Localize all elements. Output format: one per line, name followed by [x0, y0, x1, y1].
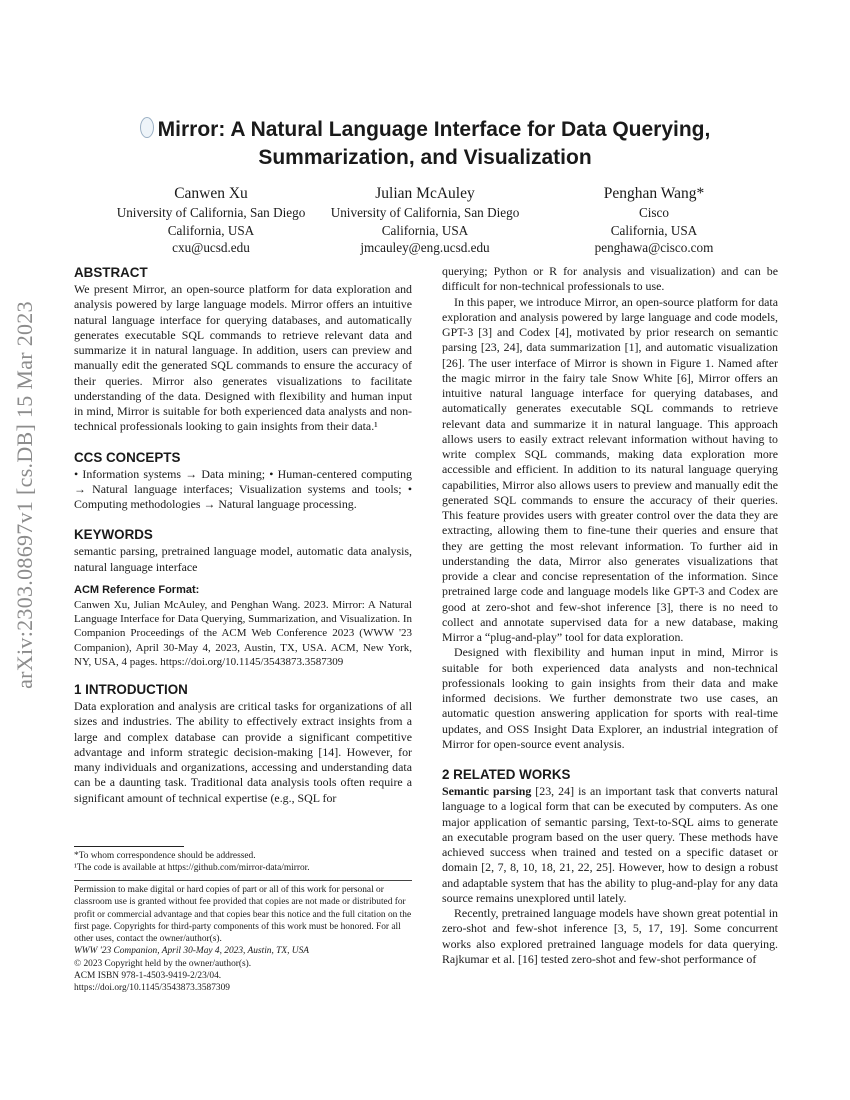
- left-column: [74, 264, 412, 806]
- permission-text: Permission to make digital or hard copies of part or all of this work for personal or classroom use is granted without fee provided that copies are not made or distributed for profit or commercial advantage and that copies bear this notice and the full citation on the first page. Copyrights for third-party components of this work must be honored. For all other uses, contact the owner/author(s).: [74, 885, 412, 945]
- abstract-heading: ABSTRACT: [74, 265, 148, 280]
- author-name: Julian McAuley: [375, 185, 475, 202]
- permission-block: [74, 880, 412, 995]
- title-line-2: Summarization, and Visualization: [258, 146, 592, 169]
- author-affiliation: University of California, San Diego: [330, 205, 520, 220]
- related-paragraph-1-text: [23, 24] is an important task that converts natural language to a logical form that can be executed by computers. As one major application of semantic parsing, Text-to-SQL aims to generate an executable program based on the user query. These methods have achieved success when trained and tested on a specific dataset or domain [2, 7, 8, 10, 18, 21, 22, 25]. However, how to design a robust and adaptable system that has the ability to plug-and-play for any data source remains unexplored until lately.: [442, 784, 778, 905]
- doi-text: https://doi.org/10.1145/3543873.3587309: [74, 983, 230, 994]
- abstract-text: We present Mirror, an open-source platform for data exploration and analysis powered by large language models. Mirror offers an intuitive natural language interface for querying databases, and automatically generates executable SQL commands to retrieve relevant data and summarize it in natural language. In addition, users can preview and manually edit the generated SQL commands to ensure the accuracy of their queries. Mirror also generates visualizations to facilitate understanding of the data. Designed with flexibility and human input in mind, Mirror is suitable for both experienced data analysts and non-technical professionals looking to gain insights from their data.¹: [74, 282, 412, 434]
- title-line-1: Mirror: A Natural Language Interface for Data Querying,: [157, 118, 711, 141]
- author-affiliation: Cisco: [638, 205, 670, 220]
- semantic-parsing-lead: Semantic parsing: [442, 784, 532, 798]
- arxiv-id: arXiv:2303.08697v1 [cs.DB] 15 Mar 2023: [12, 301, 37, 689]
- keywords-text: semantic parsing, pretrained language model, automatic data analysis, natural language interface: [74, 544, 412, 574]
- arxiv-watermark: [5, 285, 45, 705]
- author-email: cxu@ucsd.edu: [172, 240, 250, 255]
- acm-ref-text: Canwen Xu, Julian McAuley, and Penghan Wang. 2023. Mirror: A Natural Language Interface for Data Querying, Summarization, and Visualization. In Companion Proceedings of the ACM Web Conference 2023 (WWW '23 Companion), April 30-May 4, 2023, Austin, TX, USA. ACM, New York, NY, USA, 4 pages. https://doi.org/10.1145/3543873.3587309: [74, 599, 412, 668]
- ccs-heading: CCS CONCEPTS: [74, 449, 181, 465]
- related-heading: 2 RELATED WORKS: [442, 767, 571, 782]
- author-name: Canwen Xu: [174, 185, 248, 202]
- copyright-text: © 2023 Copyright held by the owner/author(s).: [74, 958, 252, 969]
- author-affiliation: University of California, San Diego: [116, 205, 306, 220]
- footnote-code: ¹The code is available at https://github.com/mirror-data/mirror.: [74, 863, 310, 873]
- intro-paragraph-2: In this paper, we introduce Mirror, an open-source platform for data exploration and analysis powered by large language and code models, GPT-3 [3] and Codex [4], motivated by prior research on semantic parsing [23, 24], data summarization [1], and automatic visualization [26]. The user interface of Mirror is shown in Figure 1. Named after the magic mirror in the fairy tale Snow White [6], Mirror offers an intuitive natural language interface for querying databases, and automatically generates executable SQL commands to retrieve relevant data and summarize it in natural language. This approach allows users to easily extract relevant information without having to write complex SQL commands, making data exploration more accessible and efficient. In addition to its natural language querying capabilities, Mirror also allows users to preview and manually edit the generated SQL commands to ensure the accuracy of their queries. This feature provides users with greater control over the data they are extracting, allowing them to fine-tune their queries and ensure that they are getting the most relevant information. To further aid in understanding the data, Mirror also generates visualizations that provide a clear and concise representation of the information. Since pretrained large code and language models like GPT-3 and Codex are good at zero-shot and few-shot inference [3], there is no need to collect and annotate supervised data for a new database, making Mirror a “plug-and-play” tool for data exploration.: [442, 294, 778, 644]
- author-location: California, USA: [381, 222, 469, 238]
- footnote-rule: [74, 846, 184, 847]
- mirror-logo-icon: [140, 117, 154, 138]
- intro-paragraph-3: Designed with flexibility and human input in mind, Mirror is suitable for both experienced data analysts and non-technical professionals looking to gain insights from their data and make informed decisions. We further demonstrate two use cases, an automatic question answering application for sports with real-time updates, and OSS Insight Data Explorer, an industrial integration of Mirror for open-source event analysis.: [442, 645, 778, 751]
- keywords-heading: KEYWORDS: [74, 527, 153, 543]
- intro-paragraph-1: Data exploration and analysis are critical tasks for organizations of all sizes and industries. The ability to effectively extract insights from a large and complex database can provide a significant competitive advantage and inform strategic decision-making [14]. However, for many individuals and organizations, accessing and understanding data can be a daunting task. Traditional data analysis tools often require a significant amount of technical expertise (e.g., SQL for: [74, 699, 412, 805]
- footnotes: [74, 846, 412, 874]
- author-location: California, USA: [167, 222, 255, 238]
- intro-paragraph-1-cont: querying; Python or R for analysis and visualization) and can be difficult for non-technical professionals to use.: [442, 264, 778, 294]
- right-column: [442, 264, 778, 967]
- author-email: penghawa@cisco.com: [594, 240, 714, 255]
- isbn-text: ACM ISBN 978-1-4503-9419-2/23/04.: [74, 971, 222, 982]
- author-2: [300, 184, 550, 257]
- related-paragraph-2: Recently, pretrained language models have shown great potential in zero-shot and few-shot inference [3, 5, 17, 19]. Some concurrent works also explored pretrained language models for data querying. Rajkumar et al. [16] tested zero-shot and few-shot performance of: [442, 906, 778, 966]
- acm-ref-heading: ACM Reference Format:: [74, 583, 200, 596]
- ccs-text: • Information systems → Data mining; • Human-centered computing → Natural language interfaces; Visualization systems and tools; • Computing methodologies → Natural language processing.: [74, 466, 412, 511]
- paper-title: [0, 116, 850, 172]
- author-email: jmcauley@eng.ucsd.edu: [360, 240, 490, 255]
- venue-text: WWW '23 Companion, April 30-May 4, 2023, Austin, TX, USA: [74, 946, 309, 957]
- related-paragraph-1: [442, 784, 778, 906]
- intro-heading: 1 INTRODUCTION: [74, 682, 188, 698]
- author-3: [529, 184, 779, 257]
- author-1: [86, 184, 336, 257]
- author-location: California, USA: [610, 222, 698, 238]
- footnote-star: *To whom correspondence should be addressed.: [74, 851, 256, 861]
- author-name: Penghan Wang*: [603, 185, 705, 202]
